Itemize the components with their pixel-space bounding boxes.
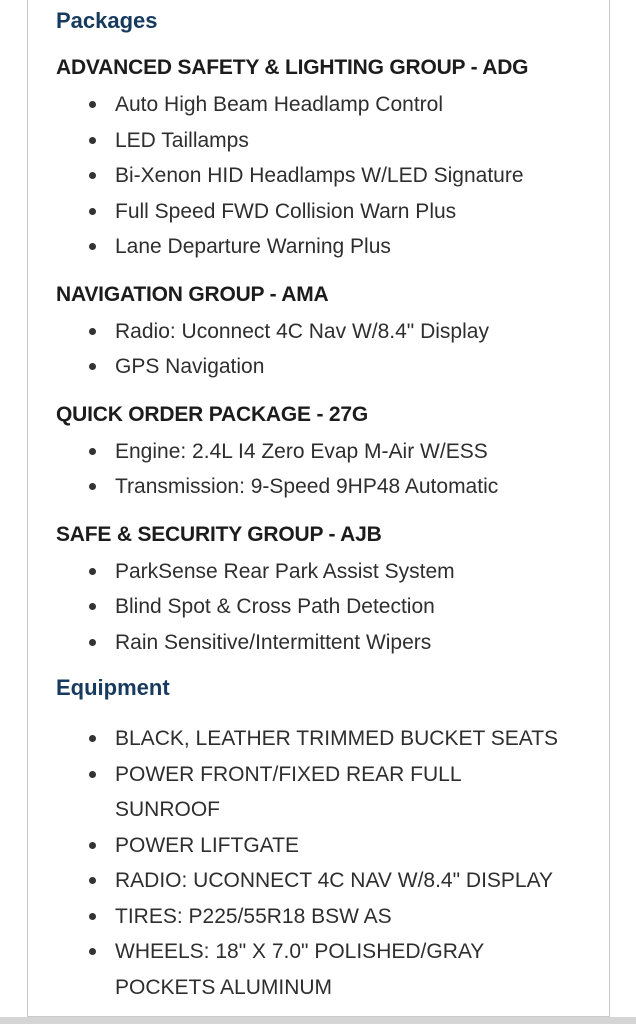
list-item: Radio: Uconnect 4C Nav W/8.4" Display [56,314,565,350]
package-item-list [56,434,589,505]
list-item: Auto High Beam Headlamp Control [56,87,565,123]
package-group-heading: NAVIGATION GROUP - AMA [56,282,329,306]
list-item: Engine: 2.4L I4 Zero Evap M-Air W/ESS [56,434,565,470]
list-item: Bi-Xenon HID Headlamps W/LED Signature [56,158,565,194]
package-group-heading: SAFE & SECURITY GROUP - AJB [56,522,382,546]
list-item: Blind Spot & Cross Path Detection [56,589,565,625]
vehicle-details-card [27,0,610,1017]
package-group-27g [56,401,589,505]
list-item: Transmission: 9-Speed 9HP48 Automatic [56,469,565,505]
packages-section-title: Packages [56,8,158,33]
equipment-section-title: Equipment [56,675,170,700]
package-group-heading: QUICK ORDER PACKAGE - 27G [56,402,368,426]
list-item: Rain Sensitive/Intermittent Wipers [56,625,565,661]
package-group-heading: ADVANCED SAFETY & LIGHTING GROUP - ADG [56,56,529,79]
package-group-adg [56,54,589,265]
list-item: GPS Navigation [56,349,565,385]
package-item-list [56,314,589,385]
package-group-ama [56,281,589,385]
list-item: POWER LIFTGATE [56,828,565,864]
list-item: LED Taillamps [56,123,565,159]
list-item: BLACK, LEATHER TRIMMED BUCKET SEATS [56,721,565,757]
package-item-list [56,87,589,265]
equipment-item-list [56,721,589,1005]
list-item: Lane Departure Warning Plus [56,229,565,265]
package-item-list [56,554,589,661]
list-item: POWER FRONT/FIXED REAR FULL SUNROOF [56,757,565,828]
list-item: ParkSense Rear Park Assist System [56,554,565,590]
page-background-strip [0,1017,636,1024]
list-item: WHEELS: 18" X 7.0" POLISHED/GRAY POCKETS ALUMINUM [56,934,565,1005]
package-group-ajb [56,521,589,661]
list-item: TIRES: P225/55R18 BSW AS [56,899,565,935]
list-item: RADIO: UCONNECT 4C NAV W/8.4" DISPLAY [56,863,565,899]
list-item: Full Speed FWD Collision Warn Plus [56,194,565,230]
